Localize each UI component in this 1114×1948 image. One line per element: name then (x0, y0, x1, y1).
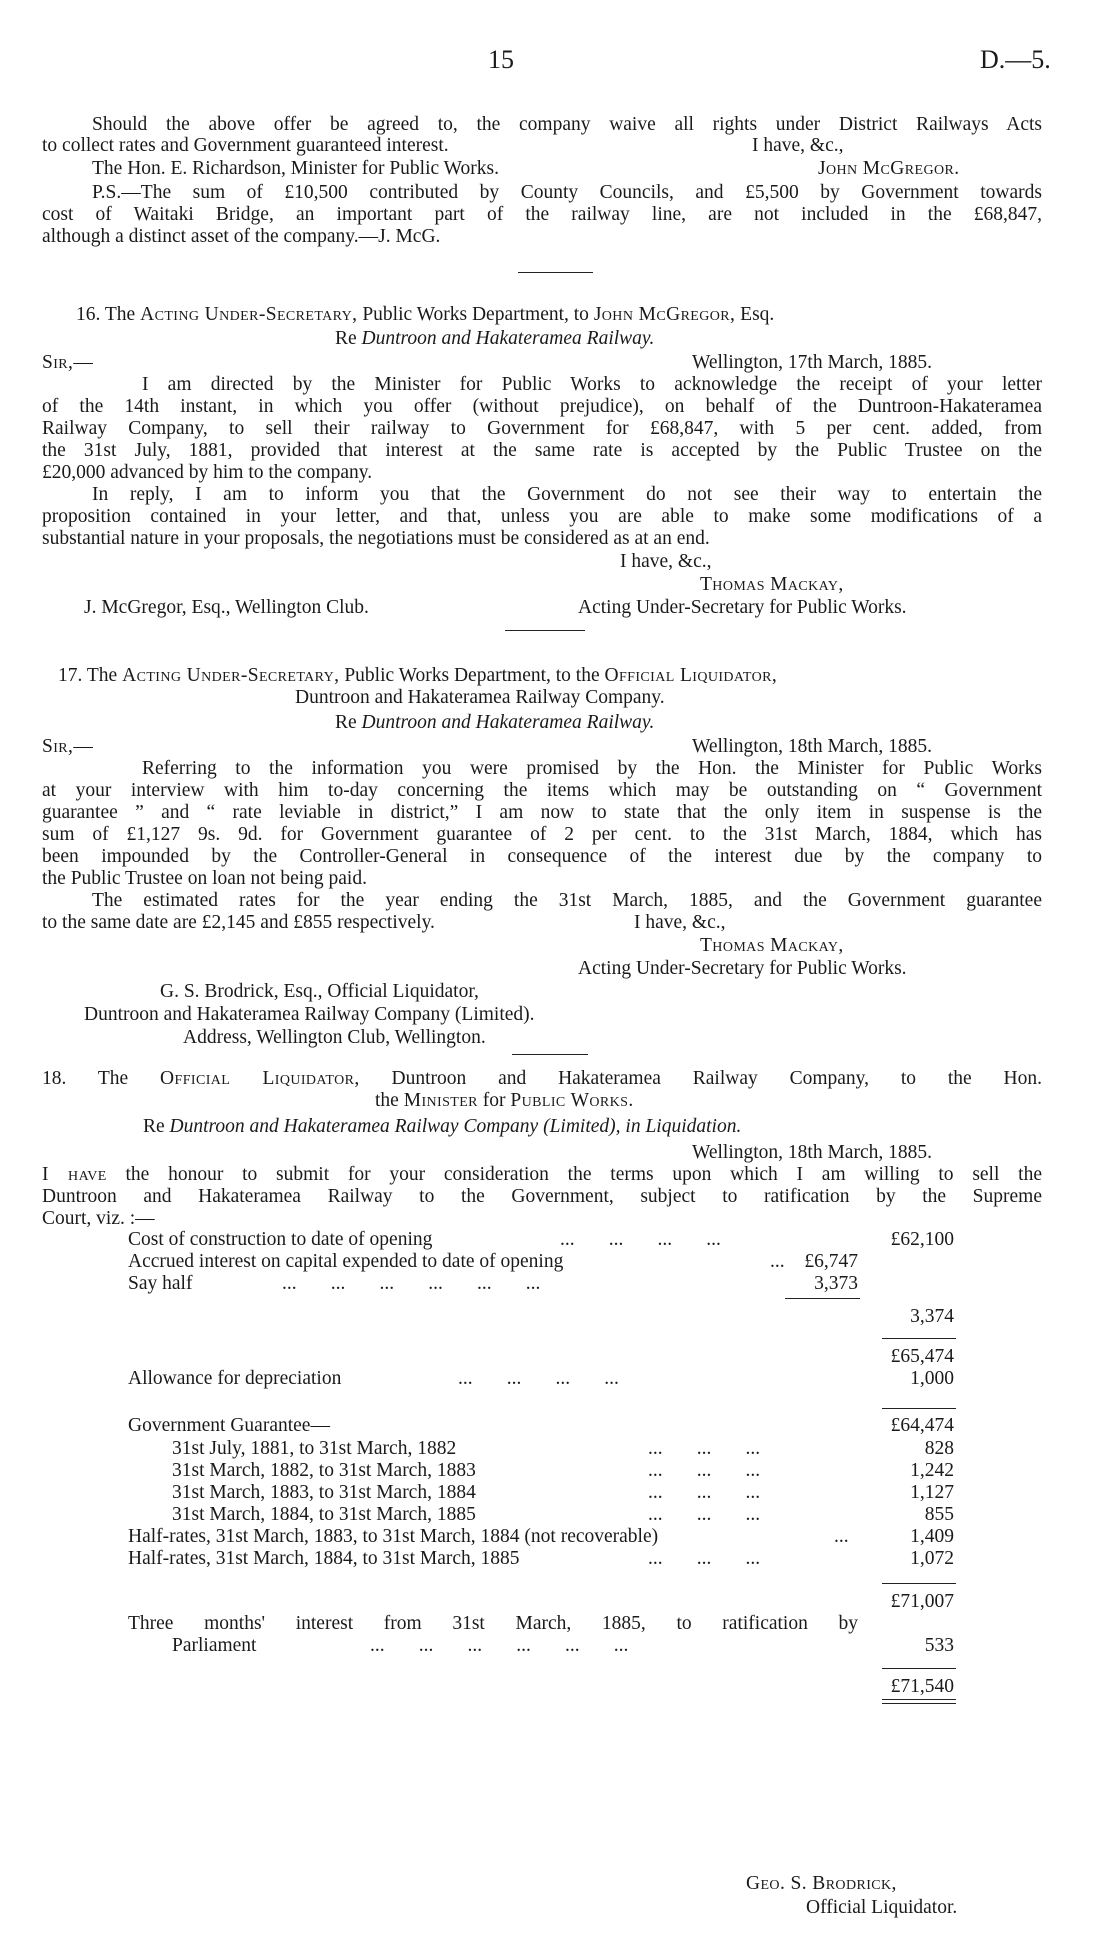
letter18-intro-line: Duntroon and Hakateramea Railway to the Government, subject to ratification by the Supreme (42, 1186, 1042, 1207)
letter18-from-suffix: Duntroon and Hakateramea Railway Company, to the Hon. (391, 1068, 1043, 1089)
letter17-paragraph-line: The estimated rates for the year ending the 31st March, 1885, and the Government guarantee (92, 890, 1042, 911)
letter16-paragraph-line: Railway Company, to sell their railway to Government for £68,847, with 5 per cent. added, from (42, 418, 1042, 439)
letter16-closing: I have, &c., (620, 551, 712, 572)
letter16-paragraph-line: substantial nature in your proposals, the negotiations must be considered as at an end. (42, 528, 710, 549)
letter17-paragraph-line: guarantee ” and “ rate leviable in district,” I am now to state that the only item in suspense is the (42, 802, 1042, 823)
letter16-paragraph-line: proposition contained in your letter, and that, unless you are able to make some modifications of a (42, 506, 1042, 527)
letter17-addressee-line: Address, Wellington Club, Wellington. (183, 1027, 486, 1048)
schedule-final-rule (882, 1699, 956, 1700)
letter17-paragraph-line: at your interview with him to-day concerning the items which may be outstanding on “ Government (42, 780, 1042, 801)
section-divider (518, 272, 593, 273)
letter17-from: Acting Under-Secretary, (122, 665, 340, 686)
letter17-paragraph-line: Referring to the information you were promised by the Hon. the Minister for Public Works (142, 758, 1042, 779)
letter15-postscript-line: P.S.—The sum of £10,500 contributed by County Councils, and £5,500 by Government towards (92, 182, 1042, 203)
letter17-addressee-line: G. S. Brodrick, Esq., Official Liquidator, (160, 981, 479, 1002)
schedule-amount: 3,374 (910, 1306, 954, 1327)
letter17-heading-prefix: 17. The (58, 665, 118, 686)
schedule-total-rule (882, 1668, 956, 1669)
schedule-leader-dots: ... ... ... (648, 1482, 761, 1503)
letter16-re-line (335, 327, 654, 350)
letter15-closing: I have, &c., (752, 135, 844, 156)
letter18-heading (42, 1067, 1042, 1090)
schedule-row-label: Parliament (172, 1635, 257, 1656)
schedule-subtotal: £6,747 (804, 1251, 858, 1272)
letter16-paragraph-line: of the 14th instant, in which you offer (without prejudice), on behalf of the Duntroon-Hakateramea (42, 396, 1042, 417)
schedule-row-label: Accrued interest on capital expended to date of opening (128, 1251, 564, 1272)
schedule-amount: 1,242 (910, 1460, 954, 1481)
letter15-postscript-line: cost of Waitaki Bridge, an important part of the railway line, are not included in the £68,847, (42, 204, 1042, 225)
schedule-amount: 1,409 (910, 1526, 954, 1547)
schedule-row-label: Three months' interest from 31st March, 1885, to ratification by (128, 1613, 858, 1634)
schedule-final-rule (882, 1703, 956, 1704)
letter18-to-end: Public Works. (510, 1090, 634, 1111)
schedule-subtotal: 3,373 (814, 1273, 858, 1294)
schedule-amount: £64,474 (890, 1415, 954, 1436)
letter16-salutation: Sir,— (42, 352, 94, 373)
letter16-to-suffix: Esq. (740, 304, 775, 325)
letter16-paragraph-line: £20,000 advanced by him to the company. (42, 462, 373, 483)
schedule-leader-dots: ... ... ... (648, 1460, 761, 1481)
letter18-intro-lead: I have (42, 1164, 107, 1185)
letter18-intro-line: Court, viz. :— (42, 1208, 155, 1229)
schedule-row-label: Half-rates, 31st March, 1884, to 31st March, 1885 (128, 1548, 520, 1569)
letter17-re-subject: Duntroon and Hakateramea Railway. (361, 712, 655, 733)
section-divider (505, 630, 585, 631)
schedule-amount: £62,100 (890, 1229, 954, 1250)
letter18-re-subject: Duntroon and Hakateramea Railway Company (Limited), in Liquidation. (169, 1116, 742, 1137)
letter18-signatory-title: Official Liquidator. (806, 1897, 958, 1918)
schedule-row-label: 31st July, 1881, to 31st March, 1882 (172, 1438, 457, 1459)
schedule-leader-dots: ... (834, 1526, 849, 1547)
letter18-to-mid: for (482, 1090, 506, 1111)
letter16-signatory: Thomas Mackay, (700, 574, 844, 595)
letter15-addressee: The Hon. E. Richardson, Minister for Public Works. (92, 158, 499, 179)
schedule-row-label: 31st March, 1883, to 31st March, 1884 (172, 1482, 476, 1503)
schedule-total-rule (882, 1338, 956, 1339)
letter17-paragraph-line: been impounded by the Controller-General in consequence of the interest due by the company to (42, 846, 1042, 867)
letter16-re-prefix: Re (335, 328, 357, 349)
letter15-signatory: John McGregor. (818, 158, 960, 179)
letter15-body-line: Should the above offer be agreed to, the company waive all rights under District Railways Acts (92, 114, 1042, 135)
letter16-paragraph-line: the 31st July, 1881, provided that interest at the same rate is accepted by the Public Trustee on the (42, 440, 1042, 461)
letter18-place-date: Wellington, 18th March, 1885. (692, 1142, 932, 1163)
schedule-row-label: 31st March, 1884, to 31st March, 1885 (172, 1504, 476, 1525)
letter15-postscript-line: although a distinct asset of the company.—J. McG. (42, 226, 441, 247)
letter17-re-prefix: Re (335, 712, 357, 733)
schedule-amount: £71,540 (890, 1676, 954, 1697)
schedule-total-rule (882, 1583, 956, 1584)
schedule-row-label: Half-rates, 31st March, 1883, to 31st March, 1884 (not recoverable) (128, 1526, 659, 1547)
letter17-addressee-line: Duntroon and Hakateramea Railway Company (Limited). (84, 1004, 535, 1025)
schedule-row-label: 31st March, 1882, to 31st March, 1883 (172, 1460, 476, 1481)
letter17-re-line (335, 711, 654, 734)
letter16-to: John McGregor, (593, 304, 736, 325)
letter17-salutation: Sir,— (42, 736, 94, 757)
schedule-amount: 828 (924, 1438, 954, 1459)
schedule-row-label: Allowance for depreciation (128, 1368, 342, 1389)
letter18-re-prefix: Re (143, 1116, 165, 1137)
letter17-dept: Public Works Department, to the (344, 665, 600, 686)
letter18-intro-line (42, 1163, 1042, 1186)
schedule-total-rule (882, 1408, 956, 1409)
schedule-amount: £65,474 (890, 1346, 954, 1367)
schedule-leader-dots: ... ... ... ... (458, 1368, 619, 1389)
paper-reference: D.—5. (980, 45, 1051, 74)
letter18-signatory: Geo. S. Brodrick, (746, 1873, 897, 1894)
letter18-from: Official Liquidator, (160, 1068, 360, 1089)
letter17-paragraph-line: to the same date are £2,145 and £855 respectively. (42, 912, 435, 933)
letter16-paragraph-line: In reply, I am to inform you that the Government do not see their way to entertain the (92, 484, 1042, 505)
page-number: 15 (488, 45, 514, 74)
letter16-from: Acting Under-Secretary, (140, 304, 358, 325)
letter16-paragraph-line: I am directed by the Minister for Public Works to acknowledge the receipt of your letter (142, 374, 1042, 395)
schedule-leader-dots: ... (770, 1251, 785, 1272)
letter17-closing: I have, &c., (634, 912, 726, 933)
schedule-leader-dots: ... ... ... ... (560, 1229, 721, 1250)
schedule-amount: 1,072 (910, 1548, 954, 1569)
letter17-heading (58, 664, 777, 687)
schedule-amount: 855 (924, 1504, 954, 1525)
letter16-re-subject: Duntroon and Hakateramea Railway. (361, 328, 655, 349)
letter17-signatory: Thomas Mackay, (700, 935, 844, 956)
letter17-paragraph-line: the Public Trustee on loan not being paid. (42, 868, 367, 889)
letter17-heading-line2: Duntroon and Hakateramea Railway Company. (295, 687, 665, 708)
schedule-amount: 1,127 (910, 1482, 954, 1503)
letter18-to: Minister (403, 1090, 478, 1111)
schedule-leader-dots: ... ... ... (648, 1504, 761, 1525)
letter18-heading-line2 (375, 1089, 634, 1112)
letter18-heading-prefix: 18. The (42, 1068, 129, 1089)
letter16-dept: Public Works Department, to (362, 304, 589, 325)
schedule-subtotal-rule (785, 1298, 860, 1299)
schedule-leader-dots: ... ... ... (648, 1438, 761, 1459)
schedule-amount: 1,000 (910, 1368, 954, 1389)
letter18-intro-text: the honour to submit for your consideration the terms upon which I am willing to sell the (125, 1164, 1042, 1185)
schedule-leader-dots: ... ... ... ... ... ... (370, 1635, 629, 1656)
schedule-row-label: Government Guarantee— (128, 1415, 330, 1436)
letter18-to-prefix: the (375, 1090, 399, 1111)
section-divider (512, 1054, 588, 1055)
schedule-amount: 533 (924, 1635, 954, 1656)
schedule-amount: £71,007 (890, 1591, 954, 1612)
schedule-row-label: Cost of construction to date of opening (128, 1229, 433, 1250)
schedule-leader-dots: ... ... ... ... ... ... (282, 1273, 541, 1294)
schedule-leader-dots: ... ... ... (648, 1548, 761, 1569)
letter17-paragraph-line: sum of £1,127 9s. 9d. for Government guarantee of 2 per cent. to the 31st March, 1884, which has (42, 824, 1042, 845)
letter16-heading (76, 303, 774, 326)
schedule-row-label: Say half (128, 1273, 193, 1294)
letter16-signatory-title: Acting Under-Secretary for Public Works. (578, 597, 907, 618)
letter17-signatory-title: Acting Under-Secretary for Public Works. (578, 958, 907, 979)
letter16-heading-prefix: 16. The (76, 304, 136, 325)
letter18-re-line (143, 1115, 741, 1138)
letter17-place-date: Wellington, 18th March, 1885. (692, 736, 932, 757)
letter16-addressee: J. McGregor, Esq., Wellington Club. (84, 597, 369, 618)
letter16-place-date: Wellington, 17th March, 1885. (692, 352, 932, 373)
letter17-to: Official Liquidator, (604, 665, 778, 686)
letter15-body-line: to collect rates and Government guaranteed interest. (42, 135, 449, 156)
